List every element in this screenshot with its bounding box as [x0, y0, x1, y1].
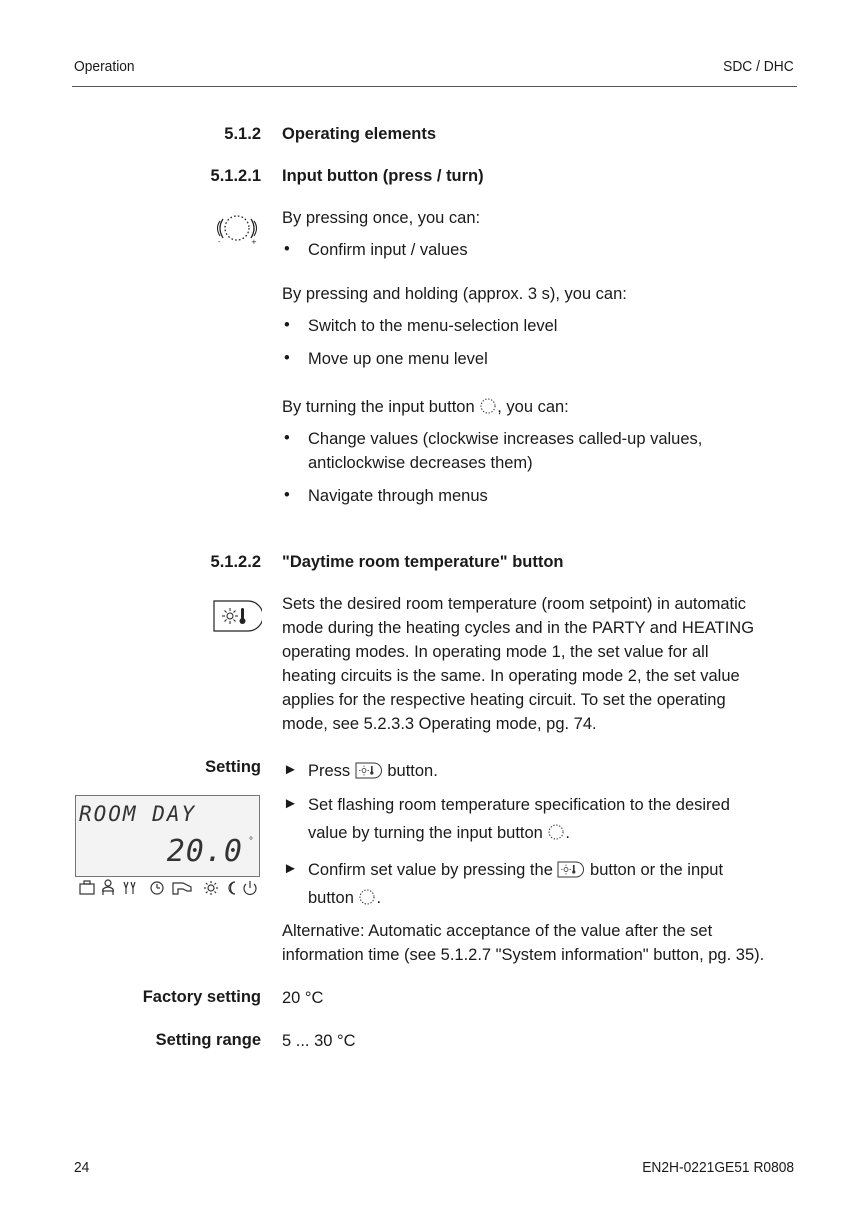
step-2-line-2	[308, 821, 570, 848]
page-number: 24	[74, 1159, 90, 1176]
section-title: Operating elements	[282, 125, 437, 143]
step-3-line-1	[308, 858, 723, 885]
turn-intro-text: , you can:	[497, 398, 569, 416]
faucet-icon	[173, 883, 191, 894]
list-item: Move up one menu level	[308, 350, 488, 368]
bullet-dot: •	[284, 486, 290, 504]
lcd-unit: °	[249, 836, 253, 847]
header-product: SDC / DHC	[723, 58, 794, 75]
person-icon	[102, 880, 114, 895]
description-line: Sets the desired room temperature (room setpoint) in automatic	[282, 595, 747, 613]
section-number: 5.1.2	[224, 125, 261, 143]
description-line: applies for the respective heating circuit. To set the operating	[282, 691, 726, 709]
step-2-line-1: Set flashing room temperature specification to the desired	[308, 796, 730, 814]
bullet-dot: •	[284, 316, 290, 334]
list-item-continuation: anticlockwise decreases them)	[308, 454, 533, 472]
power-icon	[244, 881, 256, 894]
lcd-top-text: ROOM DAY	[79, 802, 197, 826]
bullet-dot: •	[284, 240, 290, 258]
arrow-icon: ►	[283, 761, 298, 778]
step-text: button.	[382, 762, 438, 780]
lcd-value: 20.0	[166, 834, 243, 869]
factory-setting-label: Factory setting	[142, 988, 261, 1006]
turn-intro-text: By turning the input button	[282, 398, 480, 416]
list-item: Confirm input / values	[308, 241, 468, 259]
document-code: EN2H-0221GE51 R0808	[642, 1159, 794, 1176]
lcd-display	[75, 795, 260, 877]
dial-small-icon	[479, 397, 497, 422]
subsection-number: 5.1.2.1	[210, 167, 261, 185]
list-item: Switch to the menu-selection level	[308, 317, 558, 335]
step-text: Confirm set value by pressing the	[308, 861, 558, 879]
step-1	[308, 759, 438, 786]
step-text: button or the input	[585, 861, 724, 879]
sun-icon	[204, 881, 218, 895]
briefcase-icon	[80, 881, 94, 894]
sun-thermometer-small-icon	[557, 861, 585, 885]
moon-icon	[229, 882, 235, 894]
arrow-icon: ►	[283, 795, 298, 812]
subsection-title: "Daytime room temperature" button	[282, 553, 564, 571]
subsection-number: 5.1.2.2	[210, 553, 261, 571]
list-item: Navigate through menus	[308, 487, 488, 505]
sun-thermometer-button-icon	[212, 600, 262, 637]
turn-intro	[282, 395, 569, 422]
arrow-icon: ►	[283, 860, 298, 877]
sun-thermometer-small-icon	[355, 762, 383, 786]
setting-label: Setting	[205, 758, 261, 776]
lcd-status-icons	[78, 879, 260, 902]
svg-text:-: -	[218, 238, 221, 245]
setting-range-value: 5 ... 30 °C	[282, 1032, 356, 1050]
alternative-line: Alternative: Automatic acceptance of the value after the set	[282, 922, 713, 940]
svg-text:+: +	[251, 238, 257, 245]
setting-range-label: Setting range	[155, 1031, 261, 1049]
press-intro: By pressing once, you can:	[282, 209, 481, 227]
description-line: operating modes. In operating mode 1, the set value for all	[282, 643, 709, 661]
factory-setting-value: 20 °C	[282, 989, 324, 1007]
dial-icon	[215, 211, 259, 250]
description-line: mode, see 5.2.3.3 Operating mode, pg. 74.	[282, 715, 597, 733]
clock-icon	[151, 882, 163, 894]
dial-small-icon	[358, 888, 376, 913]
hold-intro: By pressing and holding (approx. 3 s), you can:	[282, 285, 627, 303]
bullet-dot: •	[284, 429, 290, 447]
dial-small-icon	[547, 823, 565, 848]
step-text: button	[308, 889, 359, 907]
step-text: value by turning the input button	[308, 824, 548, 842]
header-divider	[72, 86, 797, 87]
description-line: heating circuits is the same. In operating mode 2, the set value	[282, 667, 740, 685]
description-line: mode during the heating cycles and in the PARTY and HEATING	[282, 619, 755, 637]
list-item: Change values (clockwise increases called-up values,	[308, 430, 703, 448]
step-text: .	[376, 889, 382, 907]
step-text: Press	[308, 762, 355, 780]
step-3-line-2	[308, 886, 381, 913]
alternative-line: information time (see 5.1.2.7 "System information" button, pg. 35).	[282, 946, 765, 964]
party-glasses-icon	[124, 882, 135, 894]
subsection-title: Input button (press / turn)	[282, 167, 484, 185]
step-text: .	[565, 824, 571, 842]
header-section-title: Operation	[74, 58, 135, 75]
bullet-dot: •	[284, 349, 290, 367]
lcd-status-icon-row	[78, 879, 260, 897]
